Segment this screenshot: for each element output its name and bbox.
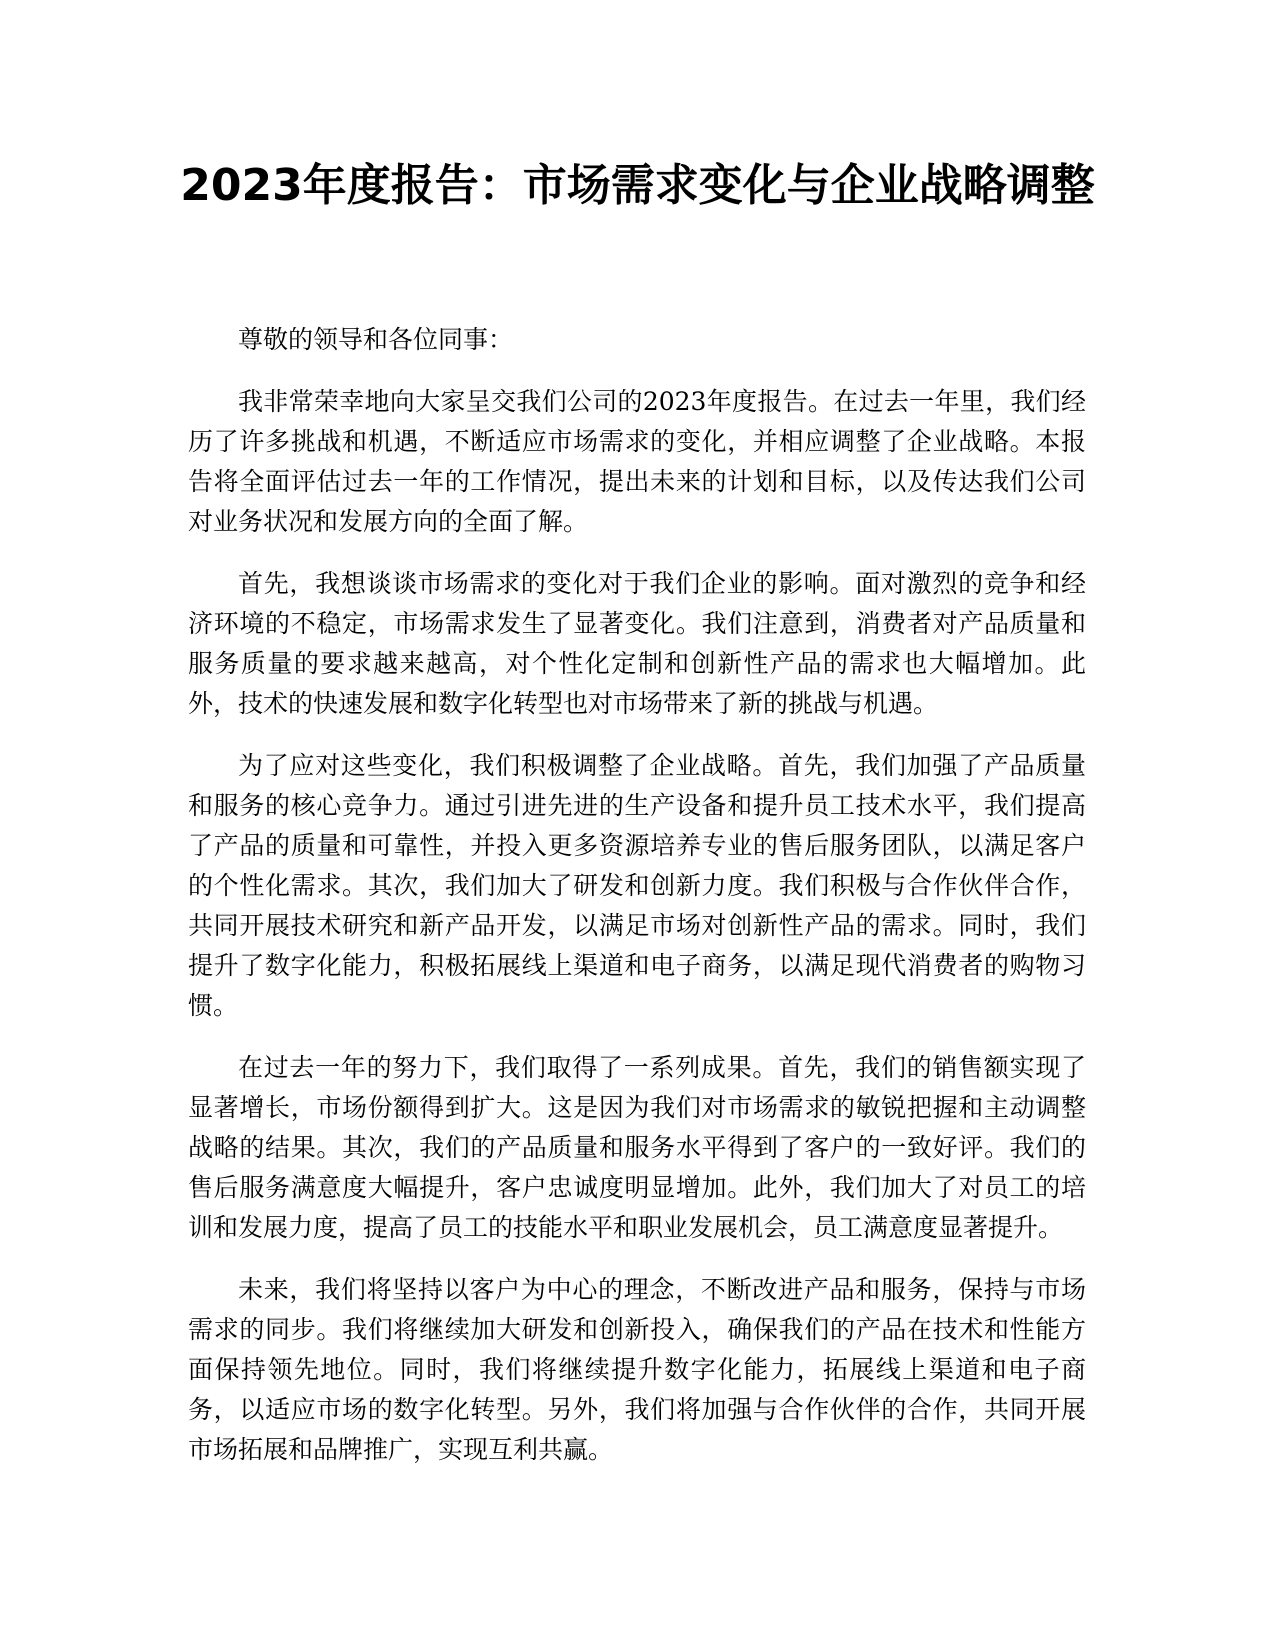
salutation: 尊敬的领导和各位同事： [238, 325, 514, 354]
document-title: 2023年度报告：市场需求变化与企业战略调整 [180, 160, 1095, 211]
paragraph-intro: 我非常荣幸地向大家呈交我们公司的2023年度报告。在过去一年里，我们经历了许多挑战和机遇，不断适应市场需求的变化，并相应调整了企业战略。本报告将全面评估过去一年的工作情况，提出未来的计划和目标，以及传达我们公司对业务状况和发展方向的全面了解。 [188, 387, 1086, 536]
document-body [188, 320, 1086, 1492]
paragraph-strategy-adjustment: 为了应对这些变化，我们积极调整了企业战略。首先，我们加强了产品质量和服务的核心竞争力。通过引进先进的生产设备和提升员工技术水平，我们提高了产品的质量和可靠性，并投入更多资源培养专业的售后服务团队，以满足客户的个性化需求。其次，我们加大了研发和创新力度。我们积极与合作伙伴合作，共同开展技术研究和新产品开发，以满足市场对创新性产品的需求。同时，我们提升了数字化能力，积极拓展线上渠道和电子商务，以满足现代消费者的购物习惯。 [188, 751, 1086, 1020]
paragraph-future-plans: 未来，我们将坚持以客户为中心的理念，不断改进产品和服务，保持与市场需求的同步。我们将继续加大研发和创新投入，确保我们的产品在技术和性能方面保持领先地位。同时，我们将继续提升数字化能力，拓展线上渠道和电子商务，以适应市场的数字化转型。另外，我们将加强与合作伙伴的合作，共同开展市场拓展和品牌推广，实现互利共赢。 [188, 1275, 1086, 1464]
paragraph-achievements: 在过去一年的努力下，我们取得了一系列成果。首先，我们的销售额实现了显著增长，市场份额得到扩大。这是因为我们对市场需求的敏锐把握和主动调整战略的结果。其次，我们的产品质量和服务水平得到了客户的一致好评。我们的售后服务满意度大幅提升，客户忠诚度明显增加。此外，我们加大了对员工的培训和发展力度，提高了员工的技能水平和职业发展机会，员工满意度显著提升。 [188, 1053, 1086, 1242]
paragraph-market-changes: 首先，我想谈谈市场需求的变化对于我们企业的影响。面对激烈的竞争和经济环境的不稳定，市场需求发生了显著变化。我们注意到，消费者对产品质量和服务质量的要求越来越高，对个性化定制和创新性产品的需求也大幅增加。此外，技术的快速发展和数字化转型也对市场带来了新的挑战与机遇。 [188, 569, 1086, 718]
